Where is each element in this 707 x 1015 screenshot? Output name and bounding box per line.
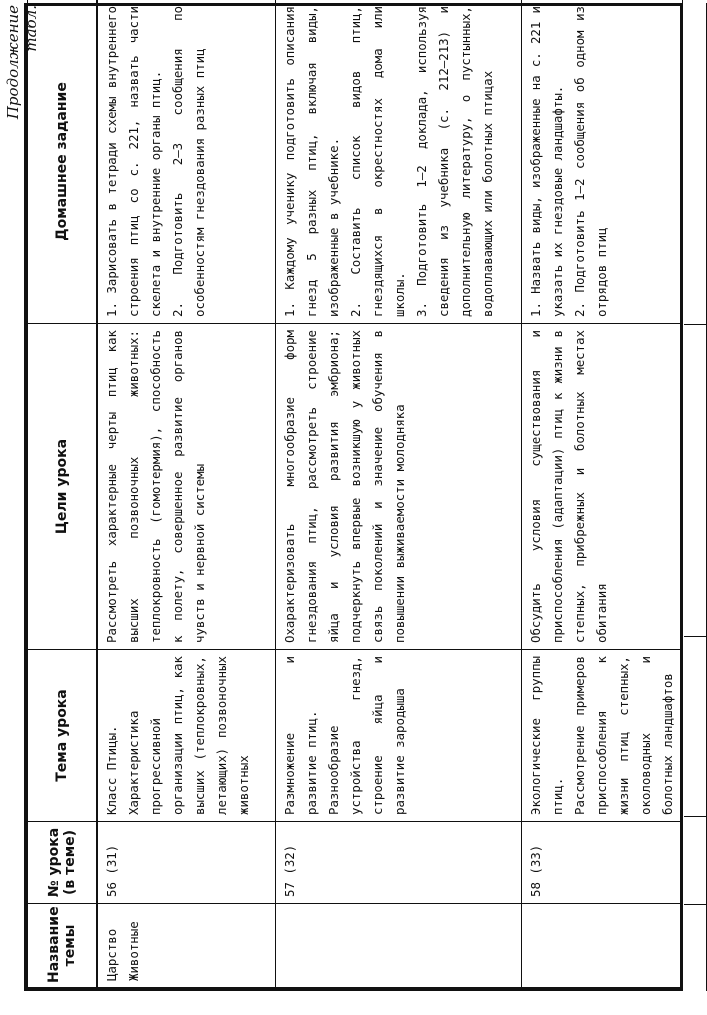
lesson-theme-text: Характеристика прогрессивной организации птиц, как высших (теплокровных, летающих) позвоночных животных (126, 656, 251, 815)
header-goals: Цели урока (28, 324, 98, 650)
header-topic: Название темы (28, 904, 98, 988)
table-row (275, 0, 521, 988)
header-lesson-number: № урока (в теме) (28, 822, 98, 904)
cell-lesson-theme (275, 650, 521, 822)
cell-goals: Обсудить условия существования и приспособления (адаптации) птиц к жизни в степных, прибрежных и болотных местах обитания (521, 324, 682, 650)
lesson-theme-title: Размножение и развитие птиц. (281, 656, 319, 815)
header-lesson-theme: Тема урока (28, 650, 98, 822)
homework-item: 3. Подготовить 1—2 доклада, используя сведения из учебника (с. 212—213) и дополнительную литературу, о пустынных, водоплавающих или болотных птицах (413, 6, 495, 317)
table-row (97, 0, 275, 988)
table-caption: Продолжение табл. (4, 5, 40, 120)
homework-item: 1. Назвать виды, изображенные на с. 221 и указать их гнездовые ландшафты. (527, 6, 565, 317)
header-homework: Домашнее задание (28, 0, 98, 324)
continuation-tick (684, 324, 706, 325)
cell-goals: Рассмотреть характерные черты птиц как высших позвоночных животных: теплокровность (гомотермия), способность к полету, совершенное развитие органов чувств и нервной системы (97, 324, 275, 650)
cell-homework (275, 0, 521, 324)
cell-topic (521, 904, 682, 988)
continuation-tick (684, 816, 706, 817)
cell-lesson-number: 56 (31) (97, 822, 275, 904)
cell-homework (521, 0, 682, 324)
lesson-table-frame (24, 3, 683, 991)
cell-goals: Охарактеризовать многообразие форм гнездования птиц, рассмотреть строение яйца и условия развития эмбриона; подчеркнуть впервые возникшую у животных связь поколений и значение обучения в повышении выживаемости молодняка (275, 324, 521, 650)
cell-topic: Царство Животные (97, 904, 275, 988)
homework-item: 2. Составить список видов птиц, гнездящихся в окрестностях дома или школы. (347, 6, 407, 317)
homework-item: 2. Подготовить 1—2 сообщения об одном из отрядов птиц (571, 6, 609, 317)
header-row (28, 0, 98, 988)
cell-homework (97, 0, 275, 324)
cell-lesson-number: 58 (33) (521, 822, 682, 904)
lesson-theme-title: Экологические группы птиц. (527, 656, 565, 815)
lesson-theme-text: Рассмотрение примеров приспособления к жизни птиц степных, околоводных и болотных ландшафтов (571, 656, 675, 815)
homework-item: 1. Каждому ученику подготовить описания гнезд 5 разных птиц, включая виды, изображенные в учебнике. (281, 6, 341, 317)
homework-item: 1. Зарисовать в тетради схемы внутреннего строения птиц со с. 221, назвать части скелета и внутренние органы птиц. (104, 6, 163, 317)
lesson-theme-title: Класс Птицы. (104, 725, 119, 815)
lesson-plan-table (27, 0, 683, 988)
continuation-tick (684, 904, 706, 905)
cell-lesson-theme (97, 650, 275, 822)
homework-item: 2. Подготовить 2—3 сообщения по особенностям гнездования разных птиц (170, 6, 207, 317)
cell-topic (275, 904, 521, 988)
cell-lesson-theme (521, 650, 682, 822)
cell-lesson-number: 57 (32) (275, 822, 521, 904)
table-row (521, 0, 682, 988)
continuation-tick (684, 636, 706, 637)
lesson-theme-text: Разнообразие устройства гнезд, строение яйца и развитие зародыша (325, 656, 407, 815)
